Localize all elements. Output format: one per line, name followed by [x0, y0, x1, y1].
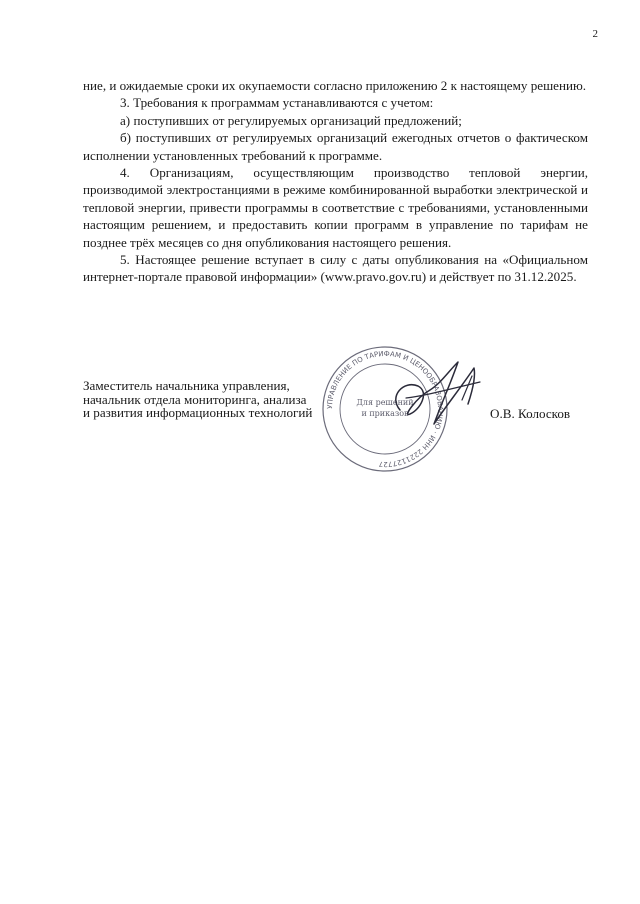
- seal-outer-text: УПРАВЛЕНИЕ ПО ТАРИФАМ И ЦЕНООБРАЗОВАНИЮ · ИНН 2221127727: [325, 349, 445, 469]
- paragraph-4: 4. Организациям, осуществляющим производство тепловой энергии, производимой электростанциями в режиме комбинированной выработки электрической и тепловой энергии, привести программы в соответствие с требованиями, установленными настоящим решением, и предоставить копии программ в управление по тарифам не позднее трёх месяцев со дня опубликования настоящего решения.: [83, 165, 588, 250]
- handwritten-signature: [376, 352, 506, 442]
- paragraph-3a: а) поступивших от регулируемых организаций предложений;: [120, 112, 462, 128]
- seal-center-line-1: Для решений: [356, 398, 414, 407]
- signer-position: [83, 379, 383, 420]
- paragraph-5: 5. Настоящее решение вступает в силу с даты опубликования на «Официальном интернет-портале правовой информации» (www.pravo.gov.ru) и действует по 31.12.2025.: [83, 252, 588, 285]
- page-number: 2: [592, 28, 598, 40]
- signer-position-line-3: и развития информационных технологий: [83, 405, 313, 420]
- signer-name: О.В. Колосков: [490, 406, 571, 421]
- seal-center-line-2: и приказов: [361, 409, 409, 418]
- decision-body: [83, 77, 588, 286]
- signer-position-line-2: начальник отдела мониторинга, анализа: [83, 391, 307, 407]
- paragraph-continuation: ние, и ожидаемые сроки их окупаемости согласно приложению 2 к настоящему решению.: [83, 78, 587, 93]
- paragraph-3: 3. Требования к программам устанавливаются с учетом:: [120, 95, 434, 111]
- paragraph-3b: б) поступивших от регулируемых организаций ежегодных отчетов о фактическом исполнении установленных требований к программе.: [83, 130, 588, 163]
- signer-position-line-1: Заместитель начальника управления,: [83, 378, 290, 393]
